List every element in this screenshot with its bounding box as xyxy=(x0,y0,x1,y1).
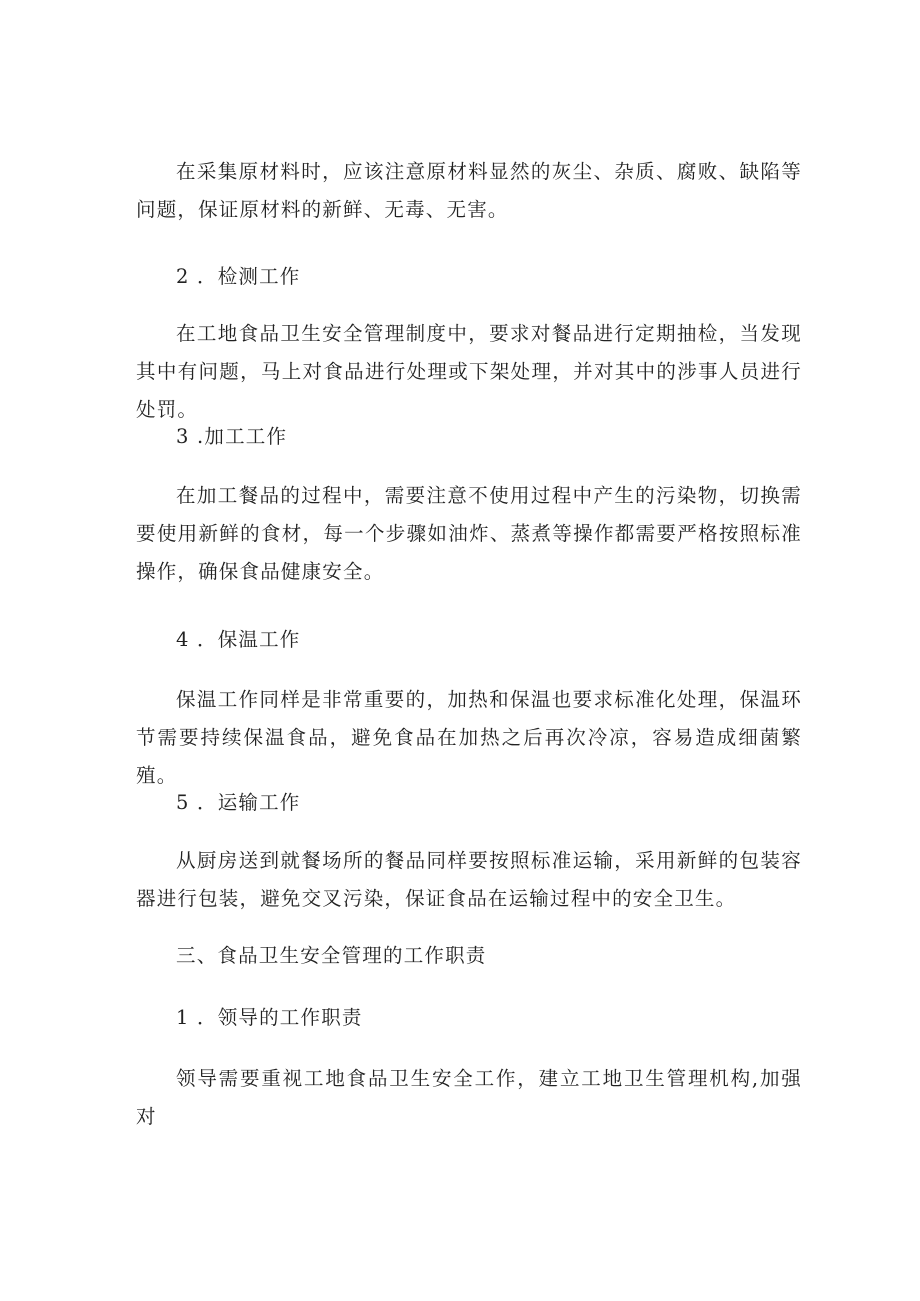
paragraph-inspection: 在工地食品卫生安全管理制度中，要求对餐品进行定期抽检，当发现其中有问题，马上对食品进行处理或下架处理，并对其中的涉事人员进行处罚。 xyxy=(136,322,802,421)
paragraph-raw-materials: 在采集原材料时，应该注意原材料显然的灰尘、杂质、腐败、缺陷等问题，保证原材料的新鲜、无毒、无害。 xyxy=(136,160,802,221)
paragraph-processing: 在加工餐品的过程中，需要注意不使用过程中产生的污染物，切换需要使用新鲜的食材，每一个步骤如油炸、蒸煮等操作都需要严格按照标准操作，确保食品健康安全。 xyxy=(136,484,802,583)
paragraph-heat-preservation: 保温工作同样是非常重要的，加热和保温也要求标准化处理，保温环节需要持续保温食品，避免食品在加热之后再次冷凉，容易造成细菌繁殖。 xyxy=(136,688,802,787)
paragraph-transport: 从厨房送到就餐场所的餐品同样要按照标准运输，采用新鲜的包装容器进行包装，避免交叉污染，保证食品在运输过程中的安全卫生。 xyxy=(136,849,802,910)
heading-inspection-work: 2 ．检测工作 xyxy=(176,265,301,288)
heading-leadership-duties: 1 ．领导的工作职责 xyxy=(176,1006,363,1029)
heading-processing-work: 3 .加工工作 xyxy=(176,425,288,448)
heading-transport-work: 5 ．运输工作 xyxy=(176,791,301,814)
paragraph-leadership: 领导需要重视工地食品卫生安全工作，建立工地卫生管理机构,加强对 xyxy=(136,1067,802,1128)
heading-heat-preservation-work: 4 ．保温工作 xyxy=(176,628,301,651)
section-heading-responsibilities: 三、食品卫生安全管理的工作职责 xyxy=(176,944,487,967)
